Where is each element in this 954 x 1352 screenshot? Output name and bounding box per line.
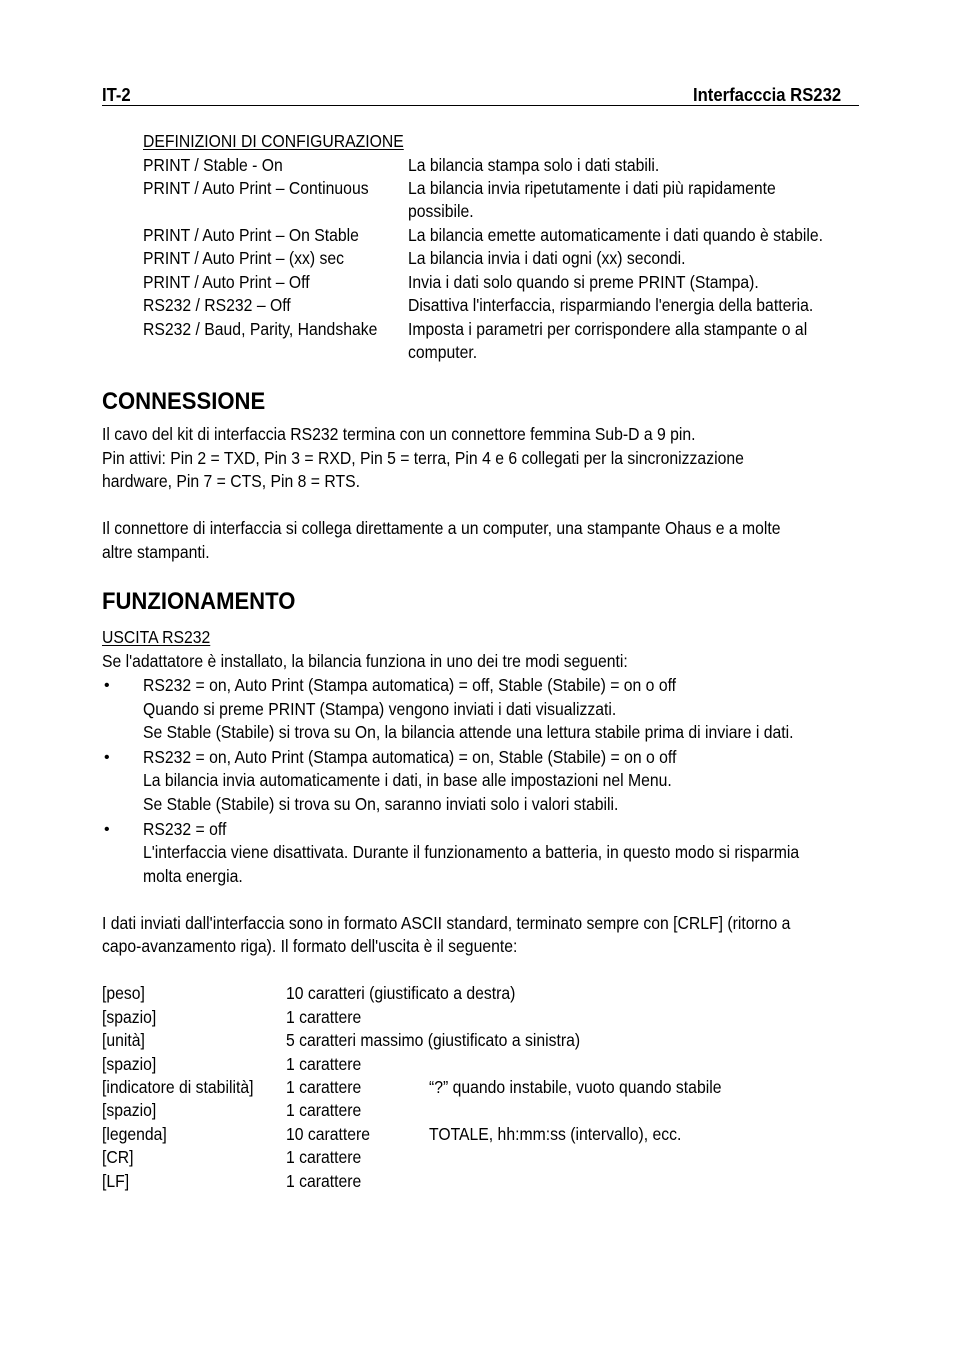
def-key: RS232 / Baud, Parity, Handshake (143, 319, 378, 339)
def-desc: Imposta i parametri per corrispondere alla stampante o al (408, 319, 808, 339)
format-size: 1 carattere (286, 1171, 362, 1191)
page-number: IT-2 (102, 84, 131, 105)
subheading-uscita: USCITA RS232 (102, 627, 211, 647)
paragraph-line: Pin attivi: Pin 2 = TXD, Pin 3 = RXD, Pin 5 = terra, Pin 4 e 6 collegati per la sincronizzazione (102, 448, 744, 468)
paragraph-line: hardware, Pin 7 = CTS, Pin 8 = RTS. (102, 471, 360, 491)
format-size: 5 caratteri massimo (giustificato a sinistra) (286, 1030, 581, 1050)
format-field: [peso] (102, 983, 145, 1003)
bullet-glyph: • (104, 821, 110, 838)
format-field: [CR] (102, 1147, 134, 1167)
def-desc: La bilancia stampa solo i dati stabili. (408, 155, 660, 175)
format-note: TOTALE, hh:mm:ss (intervallo), ecc. (429, 1124, 682, 1144)
format-size: 10 carattere (286, 1124, 371, 1144)
def-key: PRINT / Auto Print – Continuous (143, 178, 369, 198)
def-desc: La bilancia invia i dati ogni (xx) secondi. (408, 248, 686, 268)
bullet-line: L'interfaccia viene disattivata. Durante il funzionamento a batteria, in questo modo si risparmia (143, 842, 800, 862)
format-size: 10 caratteri (giustificato a destra) (286, 983, 516, 1003)
bullet-line: Se Stable (Stabile) si trova su On, saranno inviati solo i valori stabili. (143, 794, 619, 814)
def-desc: possibile. (408, 201, 474, 221)
format-field: [spazio] (102, 1100, 157, 1120)
def-desc: La bilancia emette automaticamente i dati quando è stabile. (408, 225, 824, 245)
def-desc: computer. (408, 342, 478, 362)
header-rule (102, 105, 859, 106)
section-heading-funzionamento: FUNZIONAMENTO (102, 588, 296, 615)
format-size: 1 carattere (286, 1007, 362, 1027)
definitions-title: DEFINIZIONI DI CONFIGURAZIONE (143, 131, 404, 151)
paragraph-line: Il cavo del kit di interfaccia RS232 termina con un connettore femmina Sub-D a 9 pin. (102, 424, 696, 444)
format-field: [unità] (102, 1030, 145, 1050)
format-note: “?” quando instabile, vuoto quando stabile (429, 1077, 722, 1097)
def-key: RS232 / RS232 – Off (143, 295, 291, 315)
paragraph-line: altre stampanti. (102, 542, 210, 562)
bullet-line: Se Stable (Stabile) si trova su On, la bilancia attende una lettura stabile prima di inviare i dati. (143, 722, 794, 742)
paragraph-line: Il connettore di interfaccia si collega direttamente a un computer, una stampante Ohaus e a molte (102, 518, 781, 538)
format-size: 1 carattere (286, 1077, 362, 1097)
format-field: [spazio] (102, 1007, 157, 1027)
format-field: [LF] (102, 1171, 130, 1191)
def-desc: Disattiva l'interfaccia, risparmiando l'energia della batteria. (408, 295, 814, 315)
bullet-line: Quando si preme PRINT (Stampa) vengono inviati i dati visualizzati. (143, 699, 617, 719)
format-size: 1 carattere (286, 1054, 362, 1074)
bullet-line: molta energia. (143, 866, 243, 886)
format-field: [indicatore di stabilità] (102, 1077, 254, 1097)
paragraph-line: capo-avanzamento riga). Il formato dell'uscita è il seguente: (102, 936, 518, 956)
running-title: Interfacccia RS232 (693, 84, 842, 105)
def-desc: Invia i dati solo quando si preme PRINT (Stampa). (408, 272, 759, 292)
bullet-glyph: • (104, 677, 110, 694)
bullet-line: RS232 = off (143, 819, 227, 839)
format-size: 1 carattere (286, 1147, 362, 1167)
bullet-line: La bilancia invia automaticamente i dati, in base alle impostazioni nel Menu. (143, 770, 672, 790)
def-key: PRINT / Stable - On (143, 155, 283, 175)
bullet-line: RS232 = on, Auto Print (Stampa automatica) = off, Stable (Stabile) = on o off (143, 675, 677, 695)
paragraph-line: I dati inviati dall'interfaccia sono in formato ASCII standard, terminato sempre con [CRLF] (ritorno a (102, 913, 791, 933)
format-size: 1 carattere (286, 1100, 362, 1120)
section-heading-connessione: CONNESSIONE (102, 388, 266, 415)
def-key: PRINT / Auto Print – (xx) sec (143, 248, 345, 268)
def-key: PRINT / Auto Print – Off (143, 272, 310, 292)
def-key: PRINT / Auto Print – On Stable (143, 225, 359, 245)
def-desc: La bilancia invia ripetutamente i dati più rapidamente (408, 178, 776, 198)
bullet-glyph: • (104, 749, 110, 766)
format-field: [spazio] (102, 1054, 157, 1074)
format-field: [legenda] (102, 1124, 167, 1144)
bullet-line: RS232 = on, Auto Print (Stampa automatica) = on, Stable (Stabile) = on o off (143, 747, 677, 767)
intro-line: Se l'adattatore è installato, la bilancia funziona in uno dei tre modi seguenti: (102, 651, 628, 671)
